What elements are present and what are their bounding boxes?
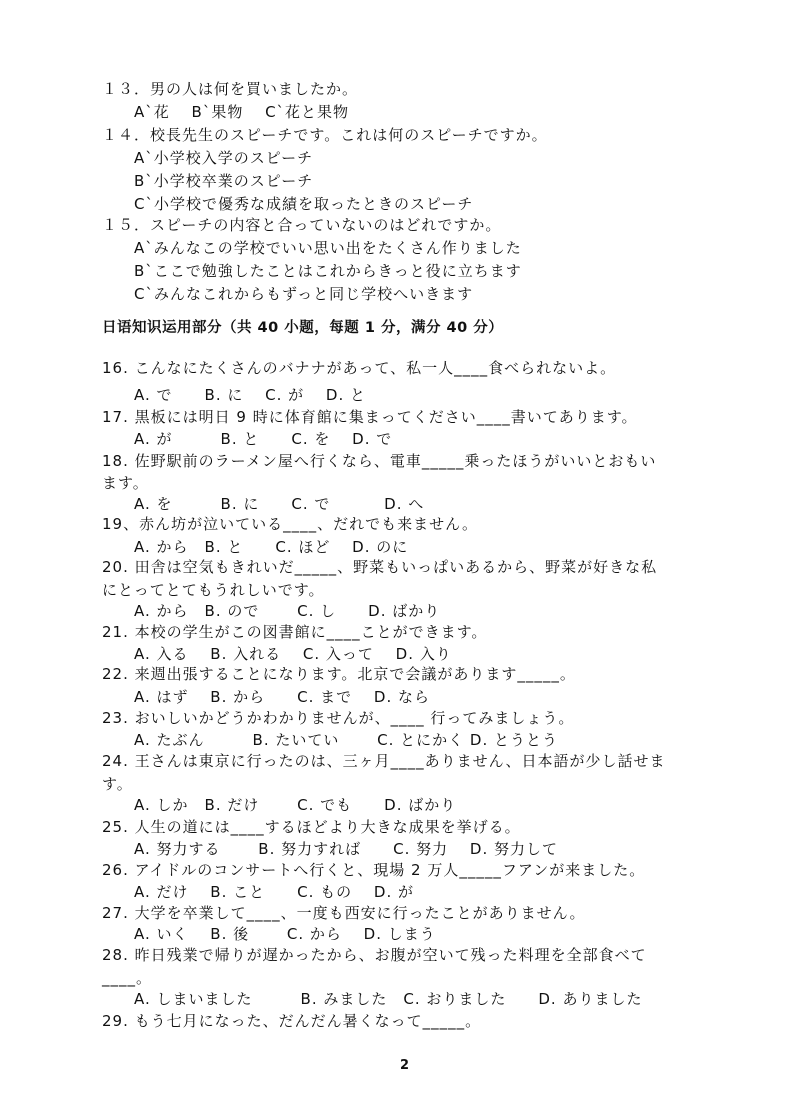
question-24-options: A. しか B. だけ C. でも D. ばかり (134, 796, 457, 814)
question-27-options: A. いく B. 後 C. から D. しまう (134, 925, 436, 943)
question-25-stem: 25. 人生の道には____するほどより大きな成果を挙げる。 (102, 818, 521, 836)
question-21-stem: 21. 本校の学生がこの図書館に____ことができます。 (102, 623, 488, 641)
question-14-option-b: B`小学校卒業のスピーチ (134, 172, 314, 190)
question-28-stem: 28. 昨日残業で帰りが遅かったから、お腹が空いて残った料理を全部食べて (102, 946, 647, 964)
question-13-stem: １３．男の人は何を買いましたか。 (102, 80, 359, 98)
question-29-stem: 29. もう七月になった、だんだん暑くなって_____。 (102, 1012, 482, 1030)
question-24-stem: 24. 王さんは東京に行ったのは、三ヶ月____ありません、日本語が少し話せま (102, 752, 666, 770)
question-13-options: A`花 B`果物 C`花と果物 (134, 103, 350, 121)
question-19-stem: 19、赤ん坊が泣いている____、だれでも来ません。 (102, 515, 478, 533)
question-15-option-a: A`みんなこの学校でいい思い出をたくさん作りました (134, 239, 522, 257)
question-28-options: A. しまいました B. みました C. おりました D. ありました (134, 990, 643, 1008)
question-15-option-c: C`みんなこれからもずっと同じ学校へいきます (134, 285, 474, 303)
question-14-option-a: A`小学校入学のスピーチ (134, 149, 314, 167)
question-23-stem: 23. おいしいかどうかわかりませんが、____ 行ってみましょう。 (102, 709, 575, 727)
question-16-options: A. で B. に C. が D. と (134, 386, 366, 404)
question-18-options: A. を B. に C. で D. へ (134, 495, 425, 513)
question-22-options: A. はず B. から C. まで D. なら (134, 688, 430, 706)
question-14-option-c: C`小学校で優秀な成績を取ったときのスピーチ (134, 195, 474, 213)
question-21-options: A. 入る B. 入れる C. 入って D. 入り (134, 645, 452, 663)
question-18-stem-continued: ます。 (102, 474, 149, 492)
question-20-stem: 20. 田舎は空気もきれいだ_____、野菜もいっぱいあるから、野菜が好きな私 (102, 558, 658, 576)
page-number: 2 (400, 1058, 410, 1073)
question-26-stem: 26. アイドルのコンサートへ行くと、現場 2 万人_____フアンが来ました。 (102, 861, 646, 879)
question-22-stem: 22. 来週出張することになります。北京で会議があります_____。 (102, 665, 576, 683)
question-19-options: A. から B. と C. ほど D. のに (134, 538, 409, 556)
question-18-stem: 18. 佐野駅前のラーメン屋へ行くなら、電車_____乗ったほうがいいとおもい (102, 452, 657, 470)
question-24-stem-continued: す。 (102, 775, 133, 793)
section-title: 日语知识运用部分（共 40 小题，每题 1 分，满分 40 分） (102, 320, 504, 336)
question-25-options: A. 努力する B. 努力すれば C. 努力 D. 努力して (134, 840, 558, 858)
question-26-options: A. だけ B. こと C. もの D. が (134, 883, 414, 901)
question-27-stem: 27. 大学を卒業して____、一度も西安に行ったことがありません。 (102, 904, 586, 922)
question-14-stem: １４．校長先生のスピーチです。これは何のスピーチですか。 (102, 126, 548, 144)
question-17-stem: 17. 黒板には明日 9 時に体育館に集まってください____書いてあります。 (102, 408, 638, 426)
question-20-stem-continued: にとってとてもうれしいです。 (102, 581, 325, 599)
question-15-option-b: B`ここで勉強したことはこれからきっと役に立ちます (134, 262, 522, 280)
question-20-options: A. から B. ので C. し D. ばかり (134, 602, 441, 620)
question-28-stem-continued: ____。 (102, 969, 153, 987)
question-16-stem: 16. こんなにたくさんのバナナがあって、私一人____食べられないよ。 (102, 359, 617, 377)
question-17-options: A. が B. と C. を D. で (134, 430, 393, 448)
question-23-options: A. たぶん B. たいてい C. とにかく D. とうとう (134, 731, 558, 749)
question-15-stem: １５．スピーチの内容と合っていないのはどれですか。 (102, 216, 502, 234)
